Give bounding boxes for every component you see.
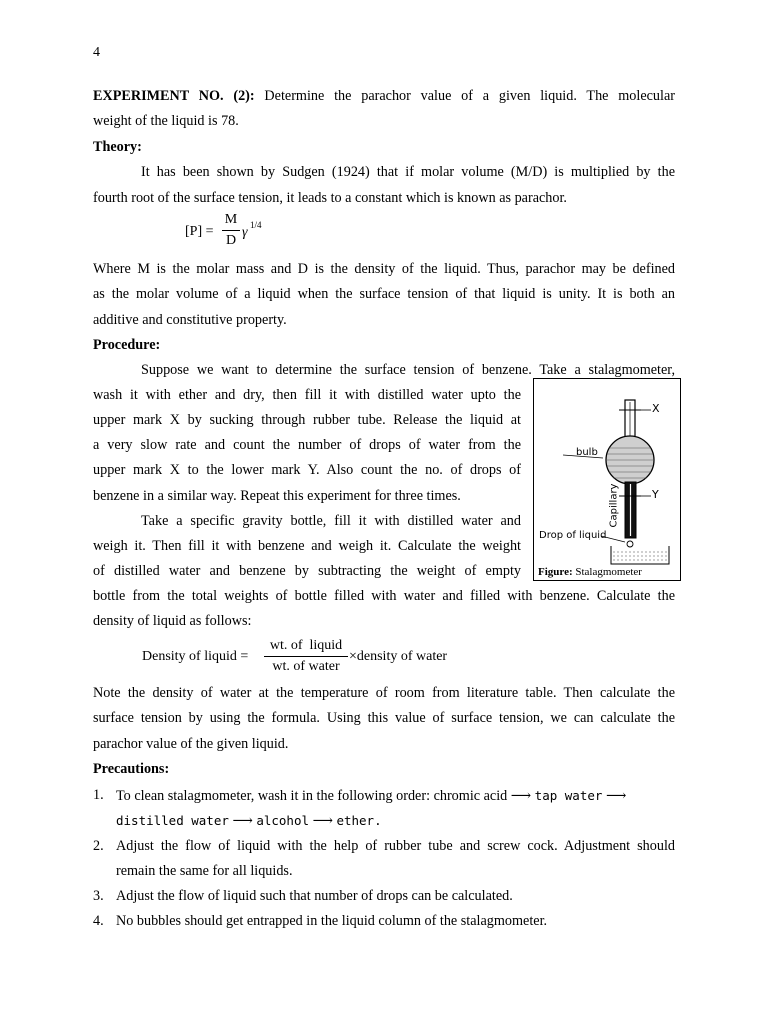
precaution-item-2: Adjust the flow of liquid with the help of rubber tube and screw cock. Adjustment should [116, 838, 675, 854]
theory-text: It has been shown by Sudgen (1924) that if molar volume (M/D) is multiplied by the [141, 164, 675, 180]
density-lhs: Density of liquid = [142, 649, 249, 664]
figure-label-capillary: Capillary [608, 483, 620, 528]
page-number: 4 [93, 45, 100, 60]
formula-gamma: γ [242, 225, 248, 240]
procedure-text: upper mark X by sucking through rubber tube. Release the liquid at [93, 412, 521, 428]
precaution-number: 2. [93, 838, 104, 854]
procedure-text: upper mark X to the lower mark Y. Also count the no. of drops of [93, 462, 521, 478]
precaution-item-4: No bubbles should get entrapped in the liquid column of the stalagmometer. [116, 913, 548, 929]
precaution-arrow: ⟶ [232, 813, 253, 829]
theory-text: Where M is the molar mass and D is the density of the liquid. Thus, parachor may be defined [93, 261, 675, 277]
procedure-text: surface tension by using the formula. Using this value of surface tension, we can calculate the [93, 710, 675, 726]
precaution-mono-text: ether. [336, 813, 382, 828]
procedure-text: a very slow rate and count the number of drops of water from the [93, 437, 521, 453]
density-denominator: wt. of water [272, 659, 340, 674]
formula-exponent: 1/4 [250, 220, 262, 230]
procedure-heading: Procedure: [93, 337, 161, 353]
procedure-text: Note the density of water at the temperature of room from literature table. Then calculate the [93, 685, 675, 701]
procedure-text: wash it with ether and dry, then fill it with distilled water upto the [93, 387, 521, 403]
figure-caption-label: Figure: [538, 566, 573, 578]
precaution-number: 1. [93, 787, 104, 803]
figure-label-drop: Drop of liquid [539, 530, 607, 541]
experiment-label: EXPERIMENT NO. (2): [93, 88, 255, 104]
precaution-item-1-cont [116, 812, 382, 830]
formula-lhs: [P] = [185, 224, 214, 239]
density-numerator: wt. of liquid [269, 638, 343, 653]
theory-heading: Theory: [93, 139, 142, 155]
precaution-mono-text: distilled water [116, 813, 229, 828]
figure-caption-text: Stalagmometer [575, 566, 642, 578]
procedure-text: bottle from the total weights of bottle filled with water and filled with benzene. Calculate the [93, 588, 675, 604]
density-rhs: ×density of water [349, 649, 448, 664]
procedure-text: Suppose we want to determine the surface tension of benzene. Take a stalagmometer, [141, 362, 675, 378]
precaution-number: 3. [93, 888, 104, 904]
procedure-text: parachor value of the given liquid. [93, 736, 289, 752]
precaution-item-1 [116, 787, 675, 805]
precaution-text: To clean stalagmometer, wash it in the following order: chromic acid ⟶ [116, 788, 532, 804]
figure-label-x: X [652, 402, 660, 415]
procedure-text: density of liquid as follows: [93, 613, 252, 629]
procedure-text: benzene in a similar way. Repeat this experiment for three times. [93, 488, 461, 504]
figure-label-y: Y [652, 488, 659, 501]
figure-label-bulb: bulb [576, 447, 598, 458]
theory-text: fourth root of the surface tension, it leads to a constant which is known as parachor. [93, 190, 567, 206]
experiment-title-line [93, 88, 675, 105]
experiment-description-cont: weight of the liquid is 78. [93, 113, 239, 129]
figure-caption [538, 566, 642, 578]
procedure-text: of distilled water and benzene by subtracting the weight of empty [93, 563, 521, 579]
theory-text: additive and constitutive property. [93, 312, 287, 328]
formula-denominator: D [225, 233, 237, 248]
precaution-mono-text: tap water [534, 788, 603, 803]
theory-text: as the molar volume of a liquid when the surface tension of that liquid is unity. It is both an [93, 286, 675, 302]
precaution-arrow: ⟶ [605, 788, 627, 804]
density-fraction-bar [264, 656, 348, 657]
procedure-text: Take a specific gravity bottle, fill it with distilled water and [141, 513, 521, 529]
precaution-number: 4. [93, 913, 104, 929]
precaution-item-2-cont: remain the same for all liquids. [116, 863, 293, 879]
precautions-heading: Precautions: [93, 761, 170, 777]
formula-numerator: M [224, 212, 238, 227]
precaution-arrow: ⟶ [312, 813, 333, 829]
precaution-item-3: Adjust the flow of liquid such that number of drops can be calculated. [116, 888, 513, 904]
precaution-mono-text: alcohol [256, 813, 310, 828]
experiment-description: Determine the parachor value of a given liquid. The molecular [264, 88, 675, 104]
procedure-text: weigh it. Then fill it with benzene and weigh it. Calculate the weight [93, 538, 521, 554]
formula-fraction-bar [222, 230, 240, 231]
